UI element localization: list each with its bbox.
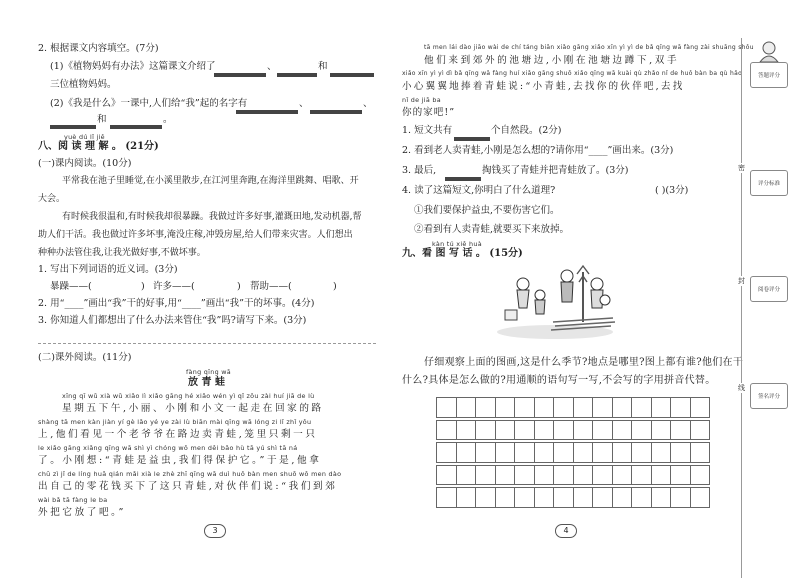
grid-row	[437, 443, 710, 463]
q2-2-prefix: (2)《我是什么》一课中,人们给“我”起的名字有	[50, 98, 248, 109]
score-box-3[interactable]: 阅卷评分	[750, 276, 788, 302]
right-line3-pinyin: nǐ de jiā ba	[402, 96, 441, 104]
rq3-suffix: 掏钱买了青蛙并把青蛙放了。(3分)	[482, 165, 629, 176]
story-line4: 出自己的零花钱买下了这只青蛙,对伙伴们说:“我们到郊	[38, 481, 338, 492]
blank-name-2[interactable]	[310, 110, 362, 114]
rq2: 2. 看到老人卖青蛙,小刚是怎么想的?请你用“____”画出来。(3分)	[402, 145, 674, 156]
q2-1-sep2: 和	[318, 61, 328, 72]
sec8-heading: 八、阅 读 理 解 。 (21分)	[38, 141, 159, 152]
page-number-right: 4	[555, 524, 577, 538]
rq1-prefix: 1. 短文共有	[402, 125, 453, 136]
synonym-2: 许多——(	[153, 281, 195, 292]
option-2: ②看到有人卖青蛙,就要买下来放掉。	[414, 224, 570, 235]
q1-synonyms: 1. 写出下列词语的近义词。(3分)	[38, 264, 178, 275]
right-line3: 你的家吧!”	[402, 107, 456, 118]
rq3-prefix: 3. 最后,	[402, 165, 437, 176]
story-line2-pinyin: shàng tā men kàn jiàn yí gè lǎo yé ye zài lù biān mài qīng wā lóng zi lǐ zhǐ yǒu	[38, 418, 312, 426]
answer-line-1[interactable]	[38, 343, 376, 344]
story-line2: 上,他们看见一个老爷爷在路边卖青蛙,笼里只剩一只	[38, 429, 318, 440]
story-line5-pinyin: wài bǎ tā fàng le ba	[38, 496, 108, 504]
score-box-2[interactable]: 评分标准	[750, 170, 788, 196]
synonym-2-close: )	[237, 281, 241, 292]
blank-paragraph-count[interactable]	[454, 137, 490, 141]
score-box-1[interactable]: 答题评分	[750, 62, 788, 88]
grid-row	[437, 465, 710, 485]
story-title-pinyin: fàng qīng wā	[186, 368, 232, 376]
q2-title: 2. 根据课文内容填空。(7分)	[38, 43, 159, 54]
story-title: 放 青 蛙	[188, 377, 225, 388]
passage-p1b: 大会。	[38, 194, 66, 204]
rq4: 4. 读了这篇短文,你明白了什么道理?	[402, 185, 556, 196]
passage-p2b: 助人们干活。我也做过许多坏事,淹没庄稼,冲毁房屋,给人们带来灾害。人们想出	[38, 230, 353, 240]
synonym-1-close: )	[141, 281, 145, 292]
sec9-heading: 九、看 图 写 话 。 (15分)	[402, 248, 523, 259]
q2-2-sep1: 、	[299, 98, 309, 109]
blank-name-4[interactable]	[110, 125, 162, 129]
sec9-pinyin: kàn tú xiě huà	[432, 240, 482, 248]
blank-plant-1[interactable]	[214, 73, 266, 77]
seal-char-feng: 封	[738, 277, 745, 285]
tree-planting-illustration	[493, 262, 618, 342]
story-line4-pinyin: chū zì jǐ de líng huā qián mǎi xià le zhè zhī qīng wā duì huǒ bàn men shuō wǒ men dào	[38, 470, 342, 478]
score-box-4[interactable]: 签名评分	[750, 383, 788, 409]
blank-name-3[interactable]	[50, 125, 96, 129]
binding-margin	[738, 38, 796, 578]
grid-row	[437, 398, 710, 418]
story-line3: 了。小刚想:“青蛙是益虫,我们得保护它。”于是,他拿	[38, 455, 322, 466]
passage-p2c: 种种办法管住我,让我光做好事,不做坏事。	[38, 248, 206, 258]
seal-char-xian: 线	[738, 384, 745, 392]
student-avatar-icon	[756, 40, 782, 62]
seal-char-mi: 密	[738, 164, 745, 172]
q2-1-prefix: (1)《植物妈妈有办法》这篇课文介绍了	[50, 61, 216, 72]
out-class-title: (二)课外阅读。(11分)	[38, 352, 132, 363]
right-line1-pinyin: tā men lái dào jiāo wài de chí táng biān xiǎo gāng xiǎo xīn yì yì de bǎ qīng wā fàng zài shuāng shǒu	[424, 44, 754, 51]
q2-2b-end: 。	[163, 114, 173, 125]
page-number-left: 3	[204, 524, 226, 538]
blank-plant-3[interactable]	[330, 73, 374, 77]
sec8-pinyin: yuè dú lǐ jiě	[64, 133, 105, 141]
grid-row	[437, 488, 710, 508]
q2-underline: 2. 用“____”画出“我”干的好事,用“____”画出“我”干的坏事。(4分)	[38, 298, 315, 309]
writing-prompt-2: 什么?具体是怎么做的?用通顺的语句写一写,不会写的字用拼音代替。	[402, 375, 716, 386]
right-line1: 他们来到郊外的池塘边,小刚在池塘边蹲下,双手	[424, 55, 680, 66]
story-line3-pinyin: le xiǎo gāng xiǎng qīng wā shì yì chóng wǒ men děi bǎo hù tā yú shì tā ná	[38, 444, 298, 452]
story-line5: 外把它放了吧。”	[38, 507, 127, 518]
passage-p1a: 平常我在池子里睡觉,在小溪里散步,在江河里奔跑,在海洋里跳舞、唱歌、开	[62, 176, 359, 186]
story-line1-pinyin: xīng qī wǔ xià wǔ xiǎo lì xiǎo gāng hé xiǎo wén yì qǐ zǒu zài huí jiā de lù	[62, 392, 315, 400]
synonym-3: 帮助——(	[250, 281, 292, 292]
q2-1-sep1: 、	[267, 61, 277, 72]
rq4-score[interactable]: ( )(3分)	[655, 185, 689, 196]
writing-grid[interactable]	[436, 397, 710, 508]
blank-name-1[interactable]	[236, 110, 298, 114]
q2-2-sep2: 、	[363, 98, 373, 109]
rq1-suffix: 个自然段。(2分)	[491, 125, 562, 136]
right-line2-pinyin: xiǎo xīn yì yì dì bǎ qīng wā fàng huí xiǎo gāng shuō xiǎo qīng wā kuài qù zhǎo nǐ de huǒ bàn ba qù hǎo	[402, 70, 743, 77]
q2-2b-sep: 和	[97, 114, 107, 125]
grid-row	[437, 420, 710, 440]
synonym-3-close: )	[333, 281, 337, 292]
in-class-title: (一)课内阅读。(10分)	[38, 158, 132, 169]
q3-methods: 3. 你知道人们都想出了什么办法来管住“我”吗?请写下来。(3分)	[38, 315, 307, 326]
blank-who-bought[interactable]	[445, 177, 481, 181]
q2-1b: 三位植物妈妈。	[50, 79, 117, 90]
synonym-1: 暴躁——(	[50, 281, 92, 292]
writing-prompt-1: 仔细观察上面的图画,这是什么季节?地点是哪里?图上都有谁?他们在干	[424, 357, 744, 368]
story-line1: 星期五下午,小丽、小刚和小文一起走在回家的路	[62, 403, 324, 414]
option-1: ①我们要保护益虫,不要伤害它们。	[414, 205, 560, 216]
right-line2: 小心翼翼地捧着青蛙说:“小青蛙,去找你的伙伴吧,去找	[402, 81, 685, 92]
passage-p2a: 有时候我很温和,有时候我却很暴躁。我做过许多好事,灌溉田地,发动机器,帮	[62, 212, 362, 222]
blank-plant-2[interactable]	[277, 73, 317, 77]
